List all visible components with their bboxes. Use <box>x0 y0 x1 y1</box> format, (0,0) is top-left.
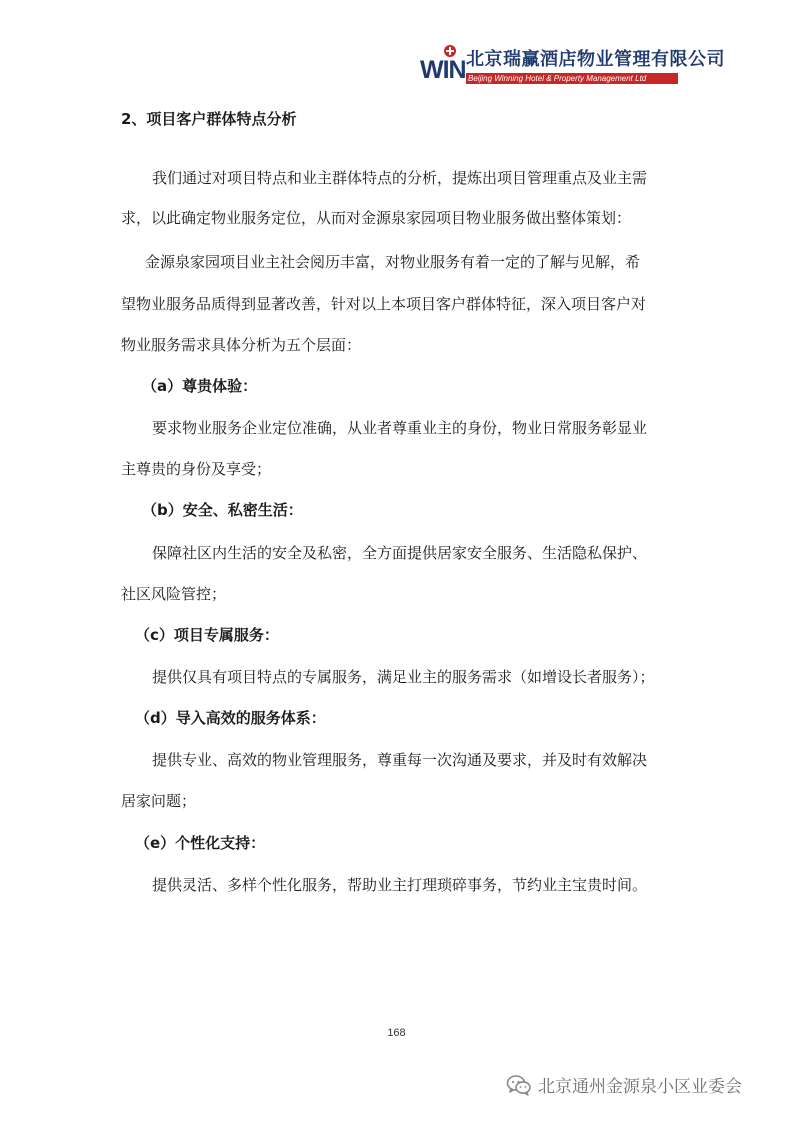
item-b-line-1: 保障社区内生活的安全及私密，全方面提供居家安全服务、生活隐私保护、 <box>152 544 648 562</box>
item-a-line-1: 要求物业服务企业定位准确，从业者尊重业主的身份，物业日常服务彰显业 <box>152 419 648 437</box>
watermark <box>506 1074 742 1100</box>
item-e-heading: （e）个性化支持： <box>135 834 266 852</box>
item-c-line-1: 提供仅具有项目特点的专属服务，满足业主的服务需求（如增设长者服务）； <box>152 668 655 686</box>
item-d-heading: （d）导入高效的服务体系： <box>135 709 326 727</box>
item-b-heading: （b）安全、私密生活： <box>142 501 303 519</box>
context-line-1: 金源泉家园项目业主社会阅历丰富，对物业服务有着一定的了解与见解，希 <box>145 253 641 271</box>
item-c-heading: （c）项目专属服务： <box>135 626 279 644</box>
context-line-2: 望物业服务品质得到显著改善，针对以上本项目客户群体特征，深入项目客户对 <box>121 295 647 313</box>
company-name-en: Beijing Winning Hotel & Property Management Ltd <box>466 73 678 84</box>
item-d-line-2: 居家问题； <box>121 792 197 810</box>
item-d-line-1: 提供专业、高效的物业管理服务，尊重每一次沟通及要求，并及时有效解决 <box>152 751 648 769</box>
item-a-line-2: 主尊贵的身份及享受； <box>121 460 272 478</box>
watermark-text: 北京通州金源泉小区业委会 <box>538 1077 742 1097</box>
item-e-line-1: 提供灵活、多样个性化服务，帮助业主打理琐碎事务，节约业主宝贵时间。 <box>152 876 648 894</box>
company-name-cn: 北京瑞赢酒店物业管理有限公司 <box>466 49 725 70</box>
wechat-icon <box>506 1074 532 1100</box>
item-a-heading: （a）尊贵体验： <box>142 377 258 395</box>
context-line-3: 物业服务需求具体分析为五个层面： <box>121 336 362 354</box>
intro-line-1: 我们通过对项目特点和业主群体特点的分析，提炼出项目管理重点及业主需 <box>152 169 648 187</box>
company-logo <box>420 44 725 86</box>
item-b-line-2: 社区风险管控； <box>121 585 227 603</box>
section-title: 2、项目客户群体特点分析 <box>121 110 297 128</box>
intro-line-2: 求，以此确定物业服务定位，从而对金源泉家园项目物业服务做出整体策划： <box>121 209 632 227</box>
logo-text: WIN <box>420 56 466 84</box>
logo-mark <box>420 44 466 86</box>
page-number: 168 <box>387 1027 406 1039</box>
